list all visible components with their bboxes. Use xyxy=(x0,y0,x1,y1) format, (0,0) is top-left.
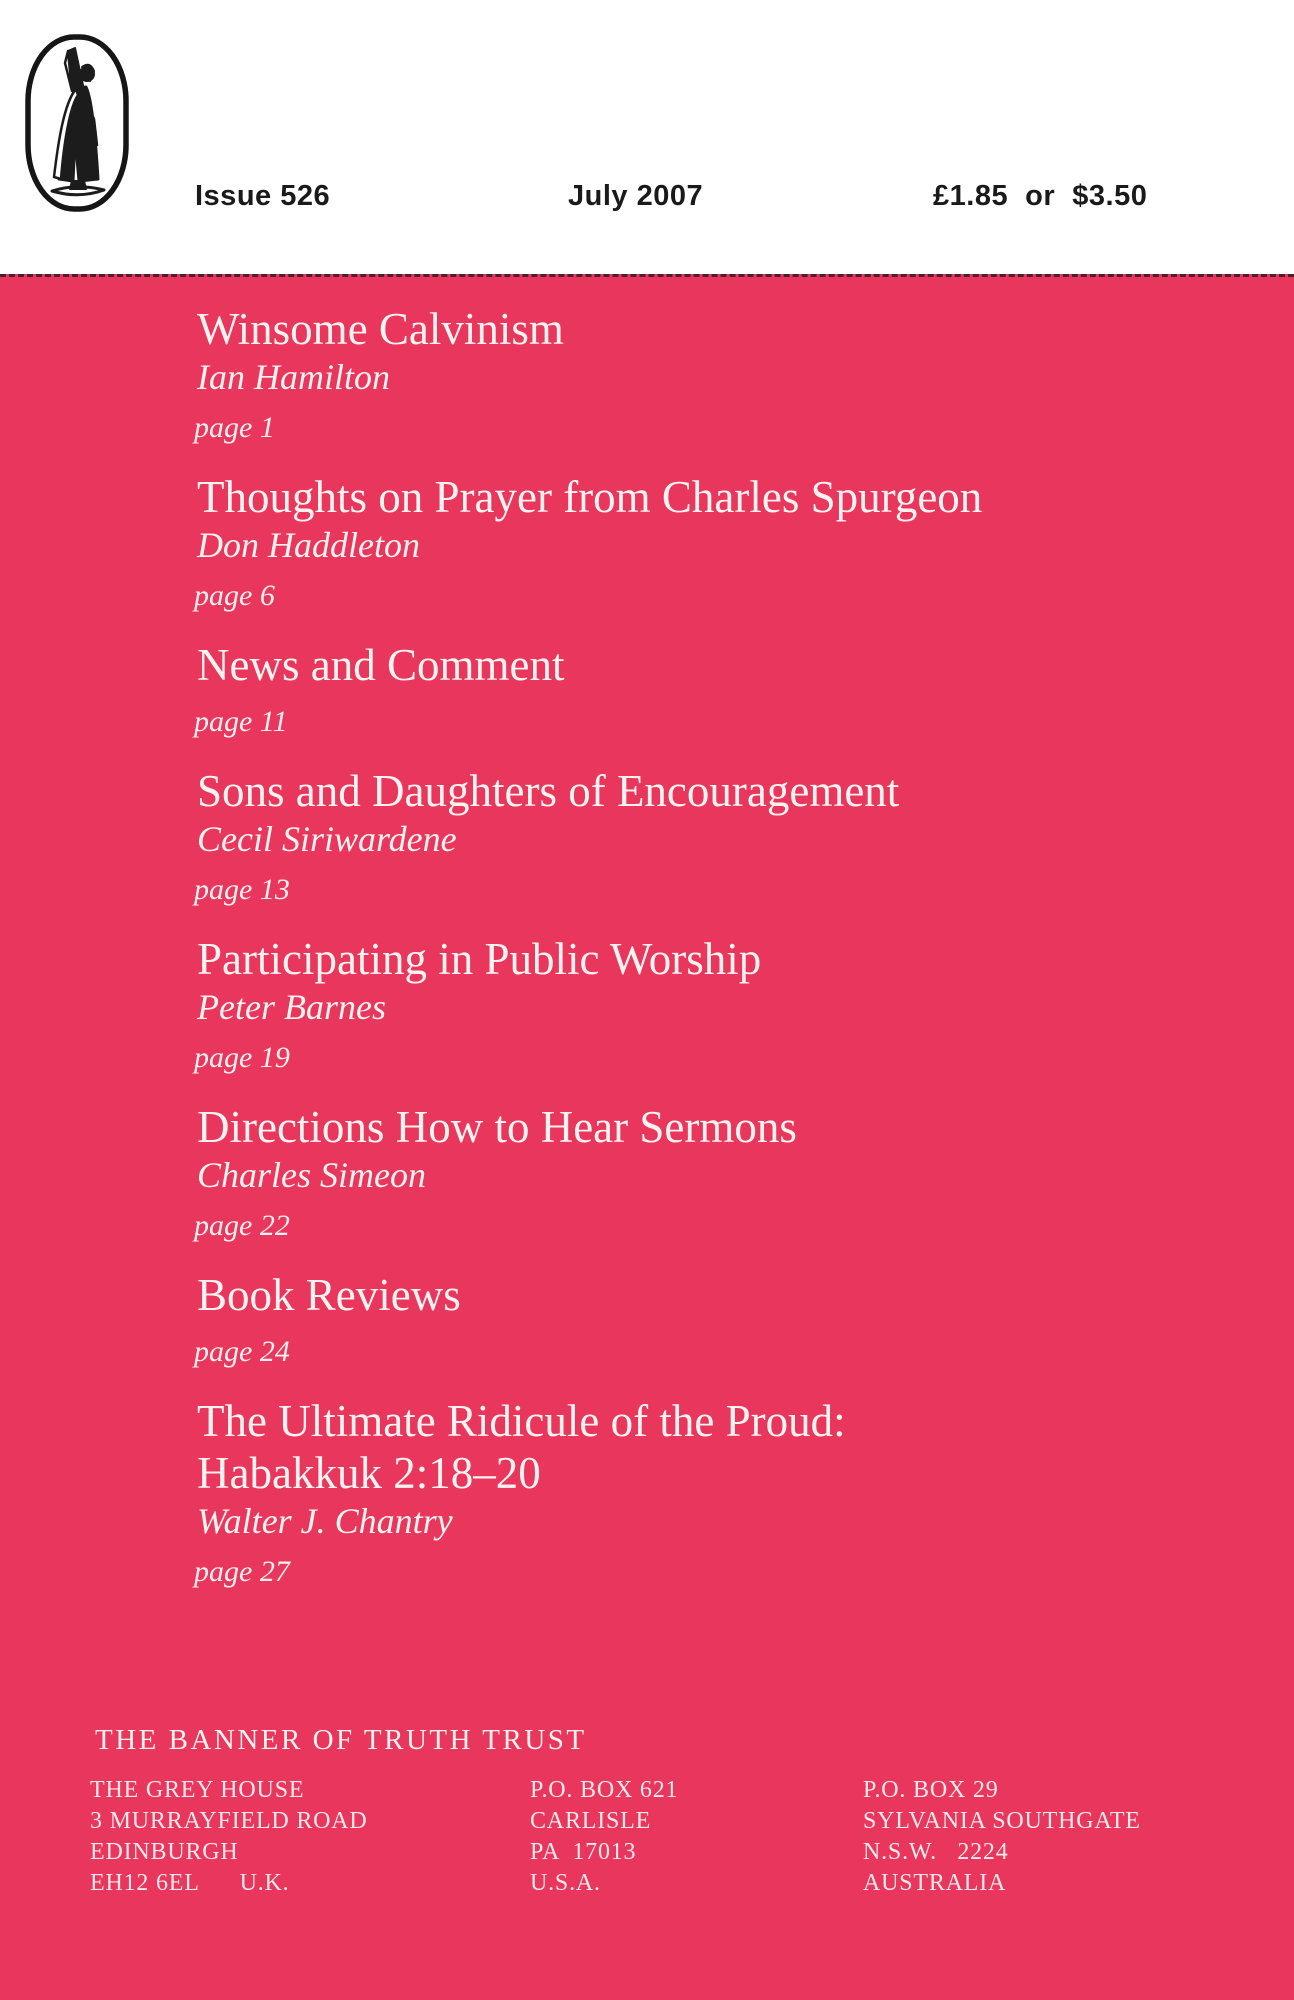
address-line: U.S.A. xyxy=(530,1870,601,1896)
issue-date: July 2007 xyxy=(568,180,704,212)
article-page: page 13 xyxy=(194,873,290,906)
article-page: page 22 xyxy=(194,1209,290,1242)
article-author: Peter Barnes xyxy=(197,987,386,1027)
table-of-contents xyxy=(0,277,1294,1589)
article-title: Sons and Daughters of Encouragement xyxy=(197,766,900,816)
article-page: page 11 xyxy=(194,705,288,738)
toc-entry xyxy=(194,471,1254,613)
address-line: PA 17013 xyxy=(530,1839,637,1865)
publisher-imprint xyxy=(0,1725,1294,1899)
article-title: The Ultimate Ridicule of the Proud: xyxy=(197,1396,846,1446)
article-title: Winsome Calvinism xyxy=(197,304,564,354)
address-line: CARLISLE xyxy=(530,1808,652,1834)
article-title: Book Reviews xyxy=(197,1270,461,1320)
address-line: AUSTRALIA xyxy=(863,1870,1007,1896)
toc-entry xyxy=(194,639,1254,739)
address-line: 3 MURRAYFIELD ROAD xyxy=(90,1808,368,1834)
banner-of-truth-logo xyxy=(24,33,130,213)
article-page: page 19 xyxy=(194,1041,290,1074)
address-line: EH12 6EL U.K. xyxy=(90,1870,290,1896)
article-author: Ian Hamilton xyxy=(197,357,390,397)
article-author: Charles Simeon xyxy=(197,1155,426,1195)
article-title: News and Comment xyxy=(197,640,565,690)
toc-entry xyxy=(194,765,1254,907)
article-page: page 6 xyxy=(194,579,275,612)
address-line: THE GREY HOUSE xyxy=(90,1777,305,1803)
article-author: Cecil Siriwardene xyxy=(197,819,457,859)
article-title-line2: Habakkuk 2:18–20 xyxy=(197,1448,541,1498)
issue-number: Issue 526 xyxy=(195,180,331,212)
cover-body xyxy=(0,274,1294,2000)
article-page: page 24 xyxy=(194,1335,290,1368)
issue-price: £1.85 or $3.50 xyxy=(933,180,1148,212)
article-page: page 27 xyxy=(194,1555,290,1588)
address-line: P.O. BOX 29 xyxy=(863,1777,999,1803)
article-author: Walter J. Chantry xyxy=(197,1501,453,1541)
article-title: Thoughts on Prayer from Charles Spurgeon xyxy=(197,472,983,522)
address-line: SYLVANIA SOUTHGATE xyxy=(863,1808,1141,1834)
toc-entry xyxy=(194,1101,1254,1243)
toc-entry xyxy=(194,1395,1254,1589)
address-uk xyxy=(90,1775,530,1899)
publisher-addresses xyxy=(90,1775,1294,1899)
publisher-name: THE BANNER OF TRUTH TRUST xyxy=(95,1724,587,1756)
article-title: Participating in Public Worship xyxy=(197,934,762,984)
address-line: P.O. BOX 621 xyxy=(530,1777,679,1803)
toc-entry xyxy=(194,1269,1254,1369)
article-title: Directions How to Hear Sermons xyxy=(197,1102,797,1152)
article-page: page 1 xyxy=(194,411,275,444)
address-line: N.S.W. 2224 xyxy=(863,1839,1009,1865)
masthead xyxy=(0,0,1294,274)
preacher-icon xyxy=(24,33,130,213)
toc-entry xyxy=(194,933,1254,1075)
address-line: EDINBURGH xyxy=(90,1839,239,1865)
address-usa xyxy=(530,1775,863,1899)
address-australia xyxy=(863,1775,1243,1899)
toc-entry xyxy=(194,303,1254,445)
article-author: Don Haddleton xyxy=(197,525,420,565)
